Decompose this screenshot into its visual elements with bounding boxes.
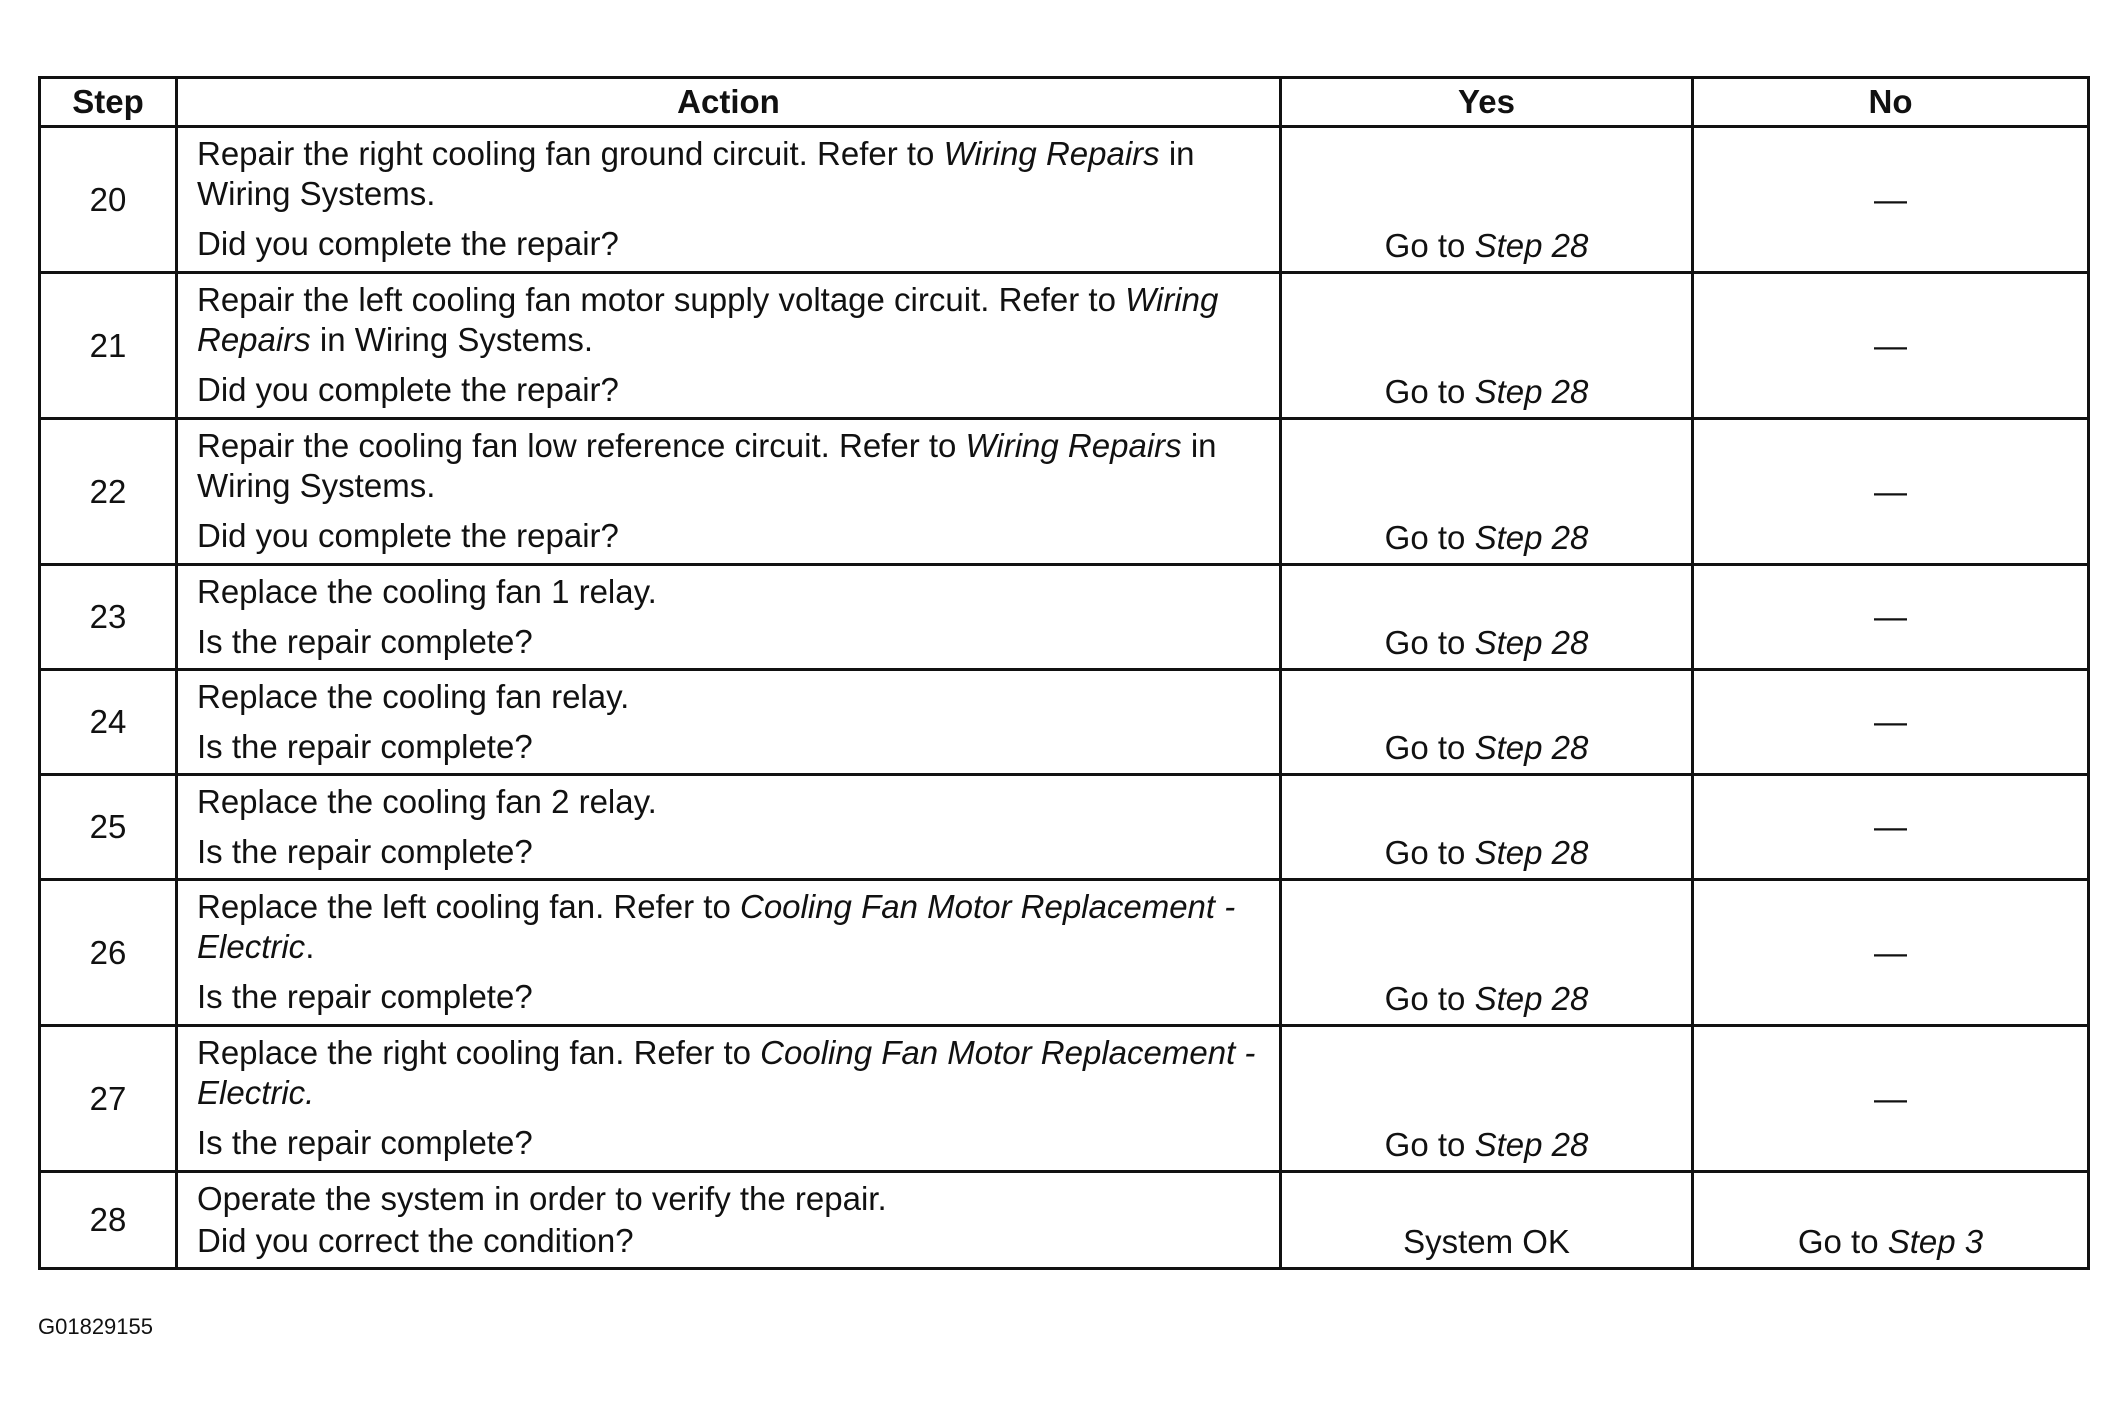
step-number: 21	[40, 273, 177, 419]
yes-cell	[1281, 880, 1693, 1026]
table-row	[40, 565, 2089, 670]
action-cell	[177, 419, 1281, 565]
no-cell	[1693, 565, 2089, 670]
action-text	[197, 134, 1265, 214]
yes-cell	[1281, 670, 1693, 775]
yes-text: Go to	[1384, 373, 1475, 410]
action-question: Did you complete the repair?	[197, 517, 619, 554]
figure-id: G01829155	[38, 1314, 153, 1339]
no-cell	[1693, 775, 2089, 880]
yes-cell	[1281, 775, 1693, 880]
action-reference: Cooling Fan Motor Replacement - Electric.	[197, 1034, 1256, 1111]
action-text-pre: Replace the cooling fan relay.	[197, 678, 630, 715]
yes-cell	[1281, 273, 1693, 419]
no-cell	[1693, 670, 2089, 775]
table-row	[40, 1026, 2089, 1172]
action-question: Is the repair complete?	[197, 978, 533, 1015]
action-text-post: in Wiring Systems.	[197, 427, 1217, 504]
action-text-pre: Repair the left cooling fan motor supply voltage circuit. Refer to	[197, 281, 1126, 318]
action-text-pre: Replace the cooling fan 1 relay.	[197, 573, 657, 610]
yes-text: Go to	[1384, 227, 1475, 264]
no-cell	[1693, 273, 2089, 419]
action-cell	[177, 775, 1281, 880]
action-text	[197, 887, 1265, 967]
step-number: 22	[40, 419, 177, 565]
step-number: 28	[40, 1172, 177, 1269]
action-reference: Wiring Repairs	[965, 427, 1182, 464]
action-cell	[177, 127, 1281, 273]
action-text-pre: Replace the right cooling fan. Refer to	[197, 1034, 761, 1071]
action-question: Is the repair complete?	[197, 1124, 533, 1161]
step-number: 26	[40, 880, 177, 1026]
action-cell	[177, 880, 1281, 1026]
action-reference: Wiring Repairs	[197, 281, 1219, 358]
action-question: Is the repair complete?	[197, 728, 533, 765]
action-cell	[177, 1172, 1281, 1269]
yes-text: Go to	[1384, 1126, 1475, 1163]
diagnostic-table	[38, 76, 2090, 1270]
action-text	[197, 677, 1265, 717]
action-text-pre: Replace the left cooling fan. Refer to	[197, 888, 740, 925]
action-question: Is the repair complete?	[197, 833, 533, 870]
no-text: —	[1874, 598, 1907, 635]
step-number: 27	[40, 1026, 177, 1172]
action-text-post: .	[305, 928, 315, 965]
header-yes: Yes	[1281, 78, 1693, 127]
action-cell	[177, 670, 1281, 775]
action-text-post: in Wiring Systems.	[197, 135, 1195, 212]
action-text-post: in Wiring Systems.	[310, 321, 594, 358]
table-row	[40, 670, 2089, 775]
action-text	[197, 1033, 1265, 1113]
action-text	[197, 572, 1265, 612]
action-cell	[177, 1026, 1281, 1172]
action-text	[197, 1179, 1265, 1219]
yes-text: Go to	[1384, 834, 1475, 871]
action-text	[197, 782, 1265, 822]
action-question: Did you complete the repair?	[197, 225, 619, 262]
no-cell	[1693, 880, 2089, 1026]
yes-text: Go to	[1384, 624, 1475, 661]
yes-step-reference: Step 28	[1474, 373, 1589, 410]
no-step-reference: Step 3	[1887, 1223, 1984, 1260]
step-number: 24	[40, 670, 177, 775]
yes-step-reference: Step 28	[1474, 729, 1589, 766]
no-text: —	[1874, 703, 1907, 740]
yes-cell	[1281, 127, 1693, 273]
action-text	[197, 426, 1265, 506]
yes-cell	[1281, 565, 1693, 670]
no-cell	[1693, 1026, 2089, 1172]
yes-cell	[1281, 1172, 1693, 1269]
action-text-pre: Operate the system in order to verify the repair.	[197, 1180, 887, 1217]
yes-step-reference: Step 28	[1474, 624, 1589, 661]
no-text: —	[1874, 180, 1907, 218]
step-number: 23	[40, 565, 177, 670]
table-row	[40, 1172, 2089, 1269]
step-number: 25	[40, 775, 177, 880]
yes-step-reference: Step 28	[1474, 519, 1589, 556]
header-no: No	[1693, 78, 2089, 127]
action-question: Did you complete the repair?	[197, 371, 619, 408]
no-text: —	[1874, 1079, 1907, 1117]
no-cell	[1693, 1172, 2089, 1269]
action-question: Did you correct the condition?	[197, 1222, 634, 1259]
action-text-pre: Repair the right cooling fan ground circuit. Refer to	[197, 135, 944, 172]
table-row	[40, 775, 2089, 880]
no-cell	[1693, 419, 2089, 565]
table-body	[40, 127, 2089, 1269]
action-cell	[177, 273, 1281, 419]
no-text: —	[1874, 472, 1907, 510]
action-reference: Wiring Repairs	[943, 135, 1160, 172]
action-question: Is the repair complete?	[197, 623, 533, 660]
table-row	[40, 419, 2089, 565]
yes-step-reference: Step 28	[1474, 1126, 1589, 1163]
yes-step-reference: Step 28	[1474, 227, 1589, 264]
yes-text: System OK	[1403, 1223, 1570, 1260]
action-cell	[177, 565, 1281, 670]
step-number: 20	[40, 127, 177, 273]
action-reference: Cooling Fan Motor Replacement - Electric	[197, 888, 1236, 965]
action-text-pre: Replace the cooling fan 2 relay.	[197, 783, 657, 820]
no-cell	[1693, 127, 2089, 273]
header-step: Step	[40, 78, 177, 127]
header-row	[40, 78, 2089, 127]
no-text: —	[1874, 326, 1907, 364]
action-text-pre: Repair the cooling fan low reference circuit. Refer to	[197, 427, 966, 464]
no-text: Go to	[1797, 1223, 1888, 1260]
yes-cell	[1281, 419, 1693, 565]
yes-cell	[1281, 1026, 1693, 1172]
no-text: —	[1874, 808, 1907, 845]
yes-text: Go to	[1384, 729, 1475, 766]
yes-text: Go to	[1384, 980, 1475, 1017]
table-row	[40, 880, 2089, 1026]
action-text	[197, 280, 1265, 360]
yes-step-reference: Step 28	[1474, 980, 1589, 1017]
header-action: Action	[177, 78, 1281, 127]
table-row	[40, 127, 2089, 273]
no-text: —	[1874, 933, 1907, 971]
yes-step-reference: Step 28	[1474, 834, 1589, 871]
yes-text: Go to	[1384, 519, 1475, 556]
table-row	[40, 273, 2089, 419]
